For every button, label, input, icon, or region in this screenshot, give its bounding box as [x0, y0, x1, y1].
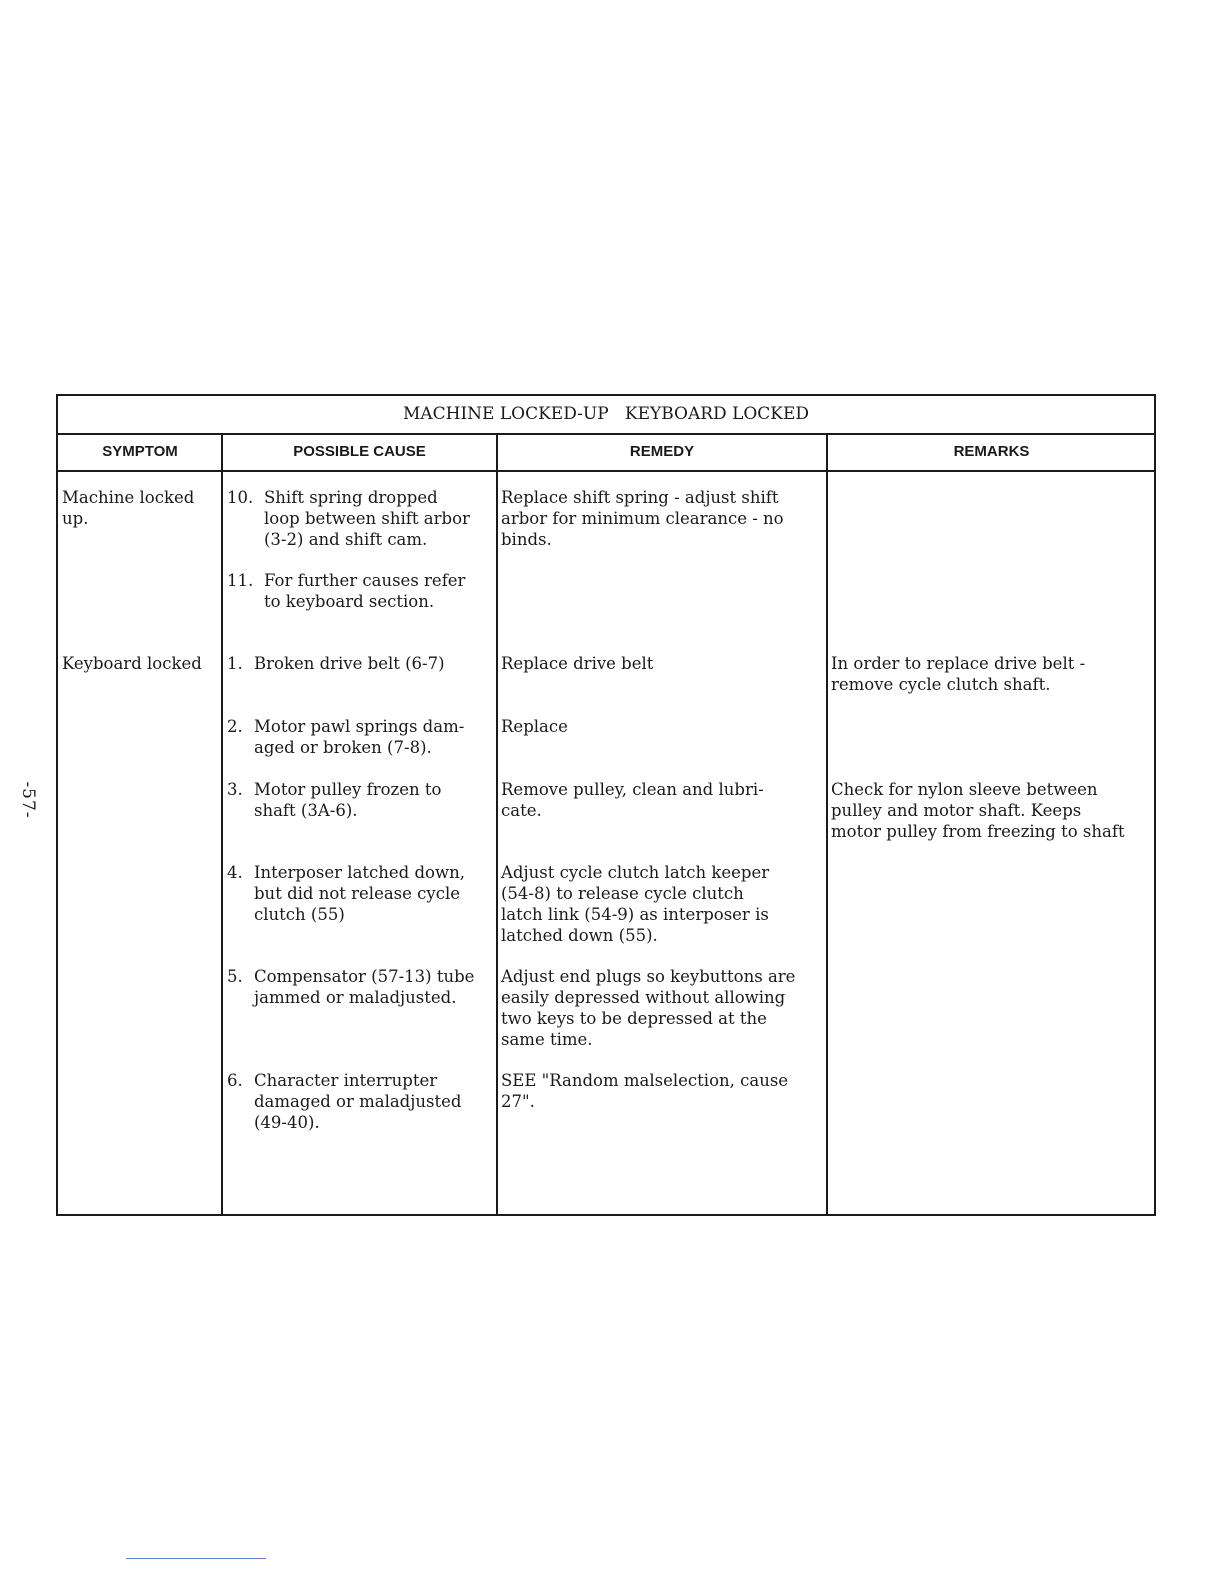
cause-number: 2. [227, 717, 243, 736]
cause-text: Compensator (57-13) tube jammed or maladjusted. [254, 967, 475, 1007]
column-divider [826, 433, 828, 1214]
cause-number: 10. [227, 488, 254, 507]
cause-text: Shift spring dropped loop between shift arbor (3-2) and shift cam. [264, 488, 470, 549]
cause-text: Motor pawl springs dam- aged or broken (7-8). [254, 717, 465, 757]
cause-number: 6. [227, 1071, 243, 1090]
header-possible-cause: POSSIBLE CAUSE [293, 443, 426, 460]
cause-number: 5. [227, 967, 243, 986]
cause-text: For further causes refer to keyboard section. [264, 571, 466, 611]
column-divider [221, 433, 223, 1214]
column-divider [496, 433, 498, 1214]
cause-text: Character interrupter damaged or maladjusted (49-40). [254, 1071, 462, 1132]
remarks-text: In order to replace drive belt - remove cycle clutch shaft. [831, 654, 1086, 694]
bottom-rule [126, 1558, 266, 1559]
header-remarks: REMARKS [953, 443, 1030, 460]
cause-text: Broken drive belt (6-7) [254, 654, 445, 673]
troubleshooting-table [56, 394, 1156, 1216]
remedy-text: Remove pulley, clean and lubri- cate. [501, 780, 764, 820]
cause-number: 11. [227, 571, 254, 590]
remedy-text: SEE "Random malselection, cause 27". [501, 1071, 789, 1111]
cause-number: 3. [227, 780, 243, 799]
cause-number: 4. [227, 863, 243, 882]
cause-text: Motor pulley frozen to shaft (3A-6). [254, 780, 442, 820]
header-remedy: REMEDY [629, 443, 695, 460]
remedy-text: Replace [501, 717, 568, 736]
remedy-text: Replace drive belt [501, 654, 654, 673]
cause-number: 1. [227, 654, 243, 673]
symptom-machine-locked: Machine locked up. [62, 488, 195, 528]
symptom-keyboard-locked: Keyboard locked [62, 654, 202, 673]
table-title: MACHINE LOCKED-UP KEYBOARD LOCKED [58, 396, 1154, 435]
remedy-text: Adjust end plugs so keybuttons are easily depressed without allowing two keys to be depressed at the same time. [501, 967, 796, 1049]
cause-text: Interposer latched down, but did not release cycle clutch (55) [254, 863, 465, 924]
remarks-text: Check for nylon sleeve between pulley and motor shaft. Keeps motor pulley from freezing to shaft [831, 780, 1125, 841]
remedy-text: Adjust cycle clutch latch keeper (54-8) to release cycle clutch latch link (54-9) as interposer is latched down (55). [501, 863, 770, 945]
page-number: -57- [18, 781, 38, 819]
header-symptom: SYMPTOM [102, 443, 178, 460]
remedy-text: Replace shift spring - adjust shift arbor for minimum clearance - no binds. [501, 488, 784, 549]
